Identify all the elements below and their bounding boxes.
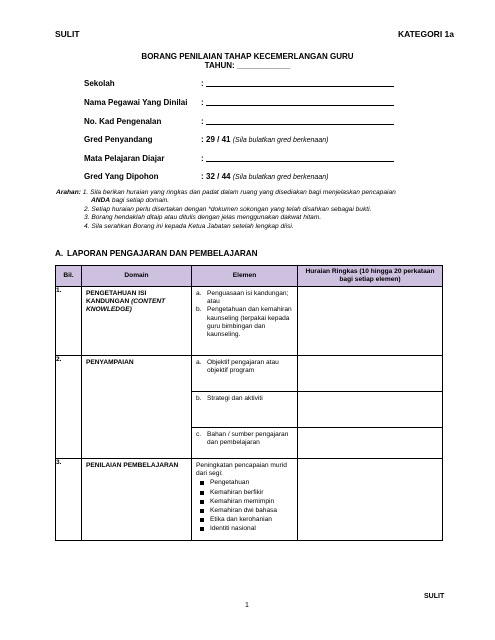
bullet-square-icon <box>200 527 204 531</box>
element-intro: Peningkatan pencapaian murid dari segi: <box>196 462 287 478</box>
element-letter: b. <box>196 306 202 314</box>
grade-options: 32 / 44 <box>206 172 231 181</box>
table-header-row <box>56 266 443 287</box>
field-label-sekolah: Sekolah <box>84 79 115 88</box>
huraian-input-cell[interactable] <box>298 392 443 428</box>
bullet-item <box>196 489 293 497</box>
bullet-text: Kemahiran berfikir <box>210 488 264 496</box>
field-colon: : <box>201 79 204 88</box>
huraian-input-cell[interactable] <box>298 287 443 356</box>
instructions <box>56 189 456 231</box>
bullet-square-icon <box>200 481 204 485</box>
element-cell <box>192 287 298 356</box>
element-text: Penguasaan isi kandungan; atau <box>207 290 289 306</box>
form-title: BORANG PENILAIAN TAHAP KECEMERLANGAN GURU <box>141 52 354 61</box>
element-letter: a. <box>196 359 202 366</box>
page-number: 1 <box>245 602 249 609</box>
instruction-1-text: 1. Sila berikan huraian yang ringkas dan padat dalam ruang yang disediakan bagi menjelaskan pencapaian <box>82 189 396 196</box>
col-header-domain: Domain <box>82 266 192 287</box>
field-colon: : <box>201 135 204 144</box>
domain-cell <box>82 459 192 541</box>
field-value-gred-dipohon[interactable] <box>206 172 328 181</box>
field-label-nama: Nama Pegawai Yang Dinilai <box>84 98 188 107</box>
field-label-mata-pelajaran: Mata Pelajaran Diajar <box>84 154 165 163</box>
instruction-1 <box>56 189 456 197</box>
element-text: Bahan / sumber pengajaran dan pembelajaran <box>207 431 289 447</box>
bullet-text: Kemahiran memimpin <box>210 497 275 505</box>
grade-note: (Sila bulatkan gred berkenaan) <box>232 174 329 181</box>
assessment-table <box>55 265 443 541</box>
field-input-mata-pelajaran[interactable] <box>206 161 394 162</box>
bullet-item <box>196 525 293 533</box>
bullet-item <box>196 498 293 506</box>
instruction-1-tail: bagi setiap domain. <box>111 197 170 205</box>
grade-note: (Sila bulatkan gred berkenaan) <box>232 137 329 144</box>
element-list <box>192 459 297 537</box>
field-input-ic[interactable] <box>206 124 394 125</box>
huraian-input-cell[interactable] <box>298 356 443 392</box>
element-cell <box>192 428 298 459</box>
row-number: 1. <box>56 287 82 356</box>
form-year <box>0 61 495 70</box>
field-colon: : <box>201 117 204 126</box>
element-cell <box>192 356 298 392</box>
instruction-2: 2. Setiap huraian perlu disertakan dengan *dokumen sokongan yang telah disahkan sebagai bukti. <box>84 205 372 213</box>
field-colon: : <box>201 98 204 107</box>
table-row <box>56 356 443 392</box>
domain-name-en: (CONTENT KNOWLEDGE) <box>86 298 166 314</box>
bullet-text: Pengetahuan <box>210 479 250 487</box>
field-input-sekolah[interactable] <box>206 86 394 87</box>
element-item <box>196 290 293 306</box>
instruction-4: 4. Sila serahkan Borang ini kepada Ketua Jabatan setelah lengkap diisi. <box>84 222 294 230</box>
table-row <box>56 287 443 356</box>
field-label-gred-dipohon: Gred Yang Dipohon <box>84 172 159 181</box>
domain-label <box>82 287 191 318</box>
element-list <box>192 287 297 342</box>
element-text: Strategi dan aktiviti <box>207 395 263 402</box>
col-header-bil: Bil. <box>56 266 82 287</box>
bullet-text: Etika dan kerohanian <box>210 516 272 524</box>
element-item <box>196 306 293 339</box>
element-cell <box>192 392 298 428</box>
grade-options: 29 / 41 <box>206 135 231 144</box>
form-year-label: TAHUN: <box>204 61 237 70</box>
domain-name: PENGETAHUAN ISI KANDUNGAN <box>86 290 147 306</box>
instruction-1-cont <box>56 197 456 205</box>
bullet-square-icon <box>200 500 204 504</box>
element-letter: a. <box>196 290 202 297</box>
field-label-ic: No. Kad Pengenalan <box>84 117 162 126</box>
bullet-item <box>196 507 293 515</box>
domain-cell <box>82 356 192 459</box>
form-year-value: ____________ <box>236 61 291 70</box>
field-colon: : <box>201 154 204 163</box>
huraian-input-cell[interactable] <box>298 459 443 541</box>
element-text: Pengetahuan dan kemahiran kaunseling (terpakai kepada guru bimbingan dan kaunseling. <box>207 306 292 339</box>
section-title: LAPORAN PENGAJARAN DAN PEMBELAJARAN <box>67 249 258 258</box>
bullet-text: Identiti nasional <box>210 525 256 533</box>
element-letter: c. <box>196 431 202 438</box>
element-item <box>192 356 297 378</box>
domain-cell <box>82 287 192 356</box>
bullet-square-icon <box>200 518 204 522</box>
instruction-3: 3. Borang hendaklah ditaip atau ditulis dengan jelas menggunakan dakwat hitam. <box>84 214 322 222</box>
instructions-lead: Arahan: <box>56 189 81 196</box>
field-label-gred-penyandang: Gred Penyandang <box>84 135 153 144</box>
header-category: KATEGORI 1a <box>397 29 454 39</box>
domain-name: PENYAMPAIAN <box>86 359 134 366</box>
instruction-emphasis: ANDA <box>91 197 111 205</box>
col-header-huraian: Huraian Ringkas (10 hingga 20 perkataan bagi setiap elemen) <box>298 266 443 287</box>
section-number: A. <box>55 249 64 258</box>
element-text: Objektif pengajaran atau objektif program <box>207 359 279 375</box>
field-input-nama[interactable] <box>206 105 394 106</box>
element-cell <box>192 459 298 541</box>
element-item <box>192 428 297 450</box>
element-letter: b. <box>196 395 202 402</box>
bullet-item <box>196 479 293 487</box>
bullet-item <box>196 516 293 524</box>
domain-name: PENILAIAN PEMBELAJARAN <box>86 462 179 469</box>
table-row <box>56 459 443 541</box>
field-colon: : <box>201 172 204 181</box>
element-item <box>192 392 297 406</box>
col-header-elemen: Elemen <box>192 266 298 287</box>
row-number: 3. <box>56 459 82 541</box>
bullet-square-icon <box>200 491 204 495</box>
huraian-input-cell[interactable] <box>298 428 443 459</box>
header-classification: SULIT <box>55 29 80 39</box>
bullet-square-icon <box>200 509 204 513</box>
row-number: 2. <box>56 356 82 459</box>
footer-classification: SULIT <box>424 593 445 600</box>
bullet-text: Kemahiran dwi bahasa <box>210 507 278 515</box>
section-heading <box>55 249 258 258</box>
field-value-gred-penyandang[interactable] <box>206 135 328 144</box>
